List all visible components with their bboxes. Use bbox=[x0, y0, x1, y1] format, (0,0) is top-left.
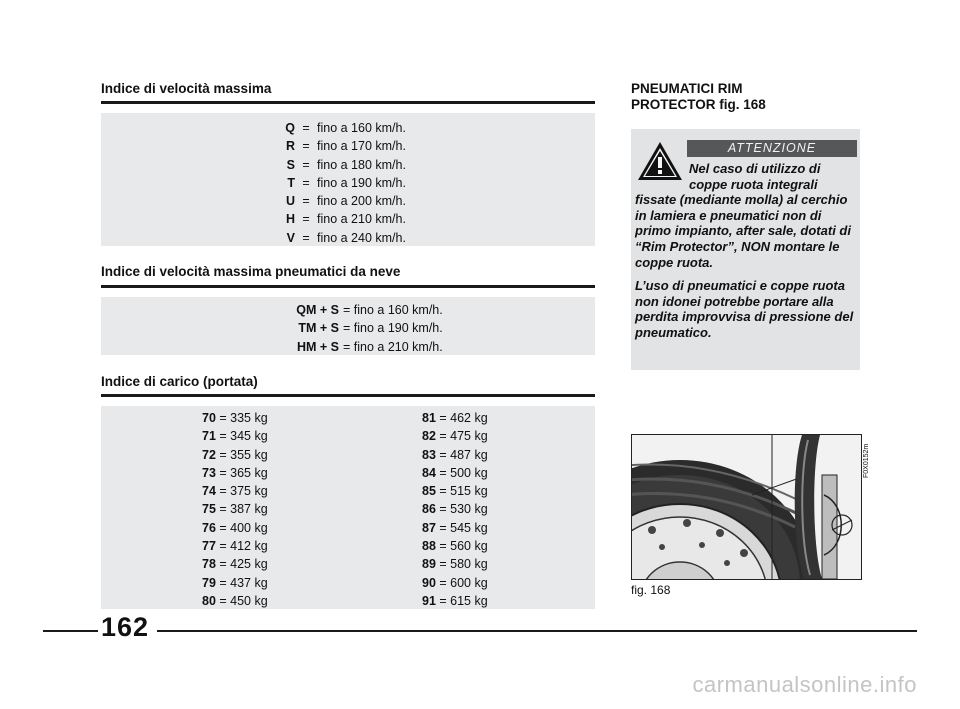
load-index-row bbox=[422, 519, 488, 537]
load-code: 82 bbox=[422, 429, 436, 444]
snow-speed-index-row bbox=[101, 338, 595, 356]
speed-limit: fino a 170 km/h. bbox=[317, 139, 406, 154]
load-code: 73 bbox=[202, 465, 216, 480]
load-weight: 412 kg bbox=[230, 539, 268, 554]
tyre-rim-illustration bbox=[632, 435, 861, 579]
load-index-row bbox=[202, 592, 268, 610]
rim-title-line1: PNEUMATICI RIM bbox=[631, 81, 743, 96]
load-index-row bbox=[202, 482, 268, 500]
load-index-list-right bbox=[422, 409, 488, 610]
speed-index-row bbox=[101, 156, 595, 174]
equals-sign: = bbox=[435, 429, 451, 444]
equals-sign: = bbox=[215, 411, 231, 425]
figure-code: F0X0152m bbox=[863, 443, 870, 478]
load-code: 70 bbox=[202, 411, 216, 425]
load-weight: 545 kg bbox=[450, 520, 488, 535]
load-weight: 450 kg bbox=[230, 593, 268, 608]
equals-sign: = bbox=[343, 303, 354, 317]
load-index-row bbox=[422, 592, 488, 610]
speed-index-row bbox=[101, 174, 595, 192]
snow-speed-code: TM + S bbox=[298, 321, 339, 336]
speed-limit: fino a 240 km/h. bbox=[317, 230, 406, 245]
equals-sign: = bbox=[215, 465, 231, 480]
speed-index-row bbox=[101, 229, 595, 247]
warning-badge: ATTENZIONE bbox=[687, 140, 857, 157]
warning-box bbox=[631, 129, 860, 370]
page-number: 162 bbox=[101, 612, 150, 642]
load-code: 71 bbox=[202, 429, 216, 444]
load-index-row bbox=[422, 574, 488, 592]
speed-code: V bbox=[286, 230, 295, 245]
rim-title-line2: PROTECTOR fig. 168 bbox=[631, 97, 766, 112]
load-index-row bbox=[422, 427, 488, 445]
speed-index-row bbox=[101, 137, 595, 155]
snow-speed-code: QM + S bbox=[296, 303, 339, 317]
load-code: 74 bbox=[202, 484, 216, 499]
load-weight: 515 kg bbox=[450, 484, 488, 499]
speed-index-row bbox=[101, 192, 595, 210]
equals-sign: = bbox=[435, 520, 451, 535]
snow-speed-value: fino a 190 km/h. bbox=[353, 321, 443, 336]
load-index-row bbox=[422, 446, 488, 464]
footer-rule-right bbox=[157, 630, 917, 632]
load-code: 78 bbox=[202, 557, 216, 572]
equals-sign: = bbox=[215, 593, 231, 608]
equals-sign: = bbox=[215, 520, 231, 535]
load-index-row bbox=[422, 464, 488, 482]
load-code: 84 bbox=[422, 465, 436, 480]
load-weight: 437 kg bbox=[230, 575, 268, 590]
load-index-row bbox=[202, 464, 268, 482]
load-index-row bbox=[422, 482, 488, 500]
load-index-row bbox=[422, 500, 488, 518]
load-code: 72 bbox=[202, 447, 216, 462]
snow-speed-limit bbox=[339, 319, 443, 337]
load-code: 80 bbox=[202, 593, 216, 608]
load-weight: 365 kg bbox=[230, 465, 268, 480]
equals-sign: = bbox=[435, 411, 451, 425]
warning-text bbox=[635, 161, 857, 349]
load-weight: 500 kg bbox=[450, 465, 488, 480]
speed-index-list bbox=[101, 119, 595, 247]
load-weight: 580 kg bbox=[450, 557, 488, 572]
equals-sign: = bbox=[343, 339, 354, 354]
load-weight: 335 kg bbox=[230, 411, 268, 425]
equals-sign: = bbox=[215, 557, 231, 572]
equals-sign: = bbox=[435, 557, 451, 572]
snow-speed-index-panel bbox=[101, 297, 595, 355]
load-index-list-left bbox=[202, 409, 268, 610]
heading-rule bbox=[101, 394, 595, 397]
load-code: 76 bbox=[202, 520, 216, 535]
speed-index-heading: Indice di velocità massima bbox=[101, 81, 272, 96]
equals-sign: = bbox=[435, 484, 451, 499]
footer-rule-left bbox=[43, 630, 98, 632]
load-weight: 560 kg bbox=[450, 539, 488, 554]
load-weight: 487 kg bbox=[450, 447, 488, 462]
equals-sign: = bbox=[435, 575, 451, 590]
equals-sign: = bbox=[302, 194, 310, 209]
load-index-row bbox=[202, 427, 268, 445]
speed-code: H bbox=[285, 212, 295, 227]
load-index-row bbox=[422, 555, 488, 573]
equals-sign: = bbox=[302, 139, 310, 154]
speed-code: T bbox=[287, 175, 295, 190]
equals-sign: = bbox=[435, 447, 451, 462]
speed-limit: fino a 200 km/h. bbox=[317, 194, 406, 209]
load-index-panel bbox=[101, 406, 595, 609]
watermark-text: carmanualsonline.info bbox=[692, 672, 917, 697]
snow-speed-limit bbox=[339, 301, 443, 319]
load-code: 90 bbox=[422, 575, 436, 590]
load-weight: 375 kg bbox=[230, 484, 268, 499]
load-code: 91 bbox=[422, 593, 436, 608]
equals-sign: = bbox=[302, 230, 310, 245]
snow-speed-index-list bbox=[101, 301, 595, 356]
equals-sign: = bbox=[215, 539, 231, 554]
load-weight: 475 kg bbox=[450, 429, 488, 444]
heading-rule bbox=[101, 101, 595, 104]
rim-protector-title bbox=[631, 81, 766, 113]
load-weight: 462 kg bbox=[450, 411, 488, 425]
load-weight: 530 kg bbox=[450, 502, 488, 517]
load-code: 87 bbox=[422, 520, 436, 535]
equals-sign: = bbox=[215, 447, 231, 462]
load-index-row bbox=[202, 446, 268, 464]
speed-index-panel bbox=[101, 113, 595, 246]
warning-line1: Nel caso di utilizzo di bbox=[689, 161, 821, 176]
load-code: 81 bbox=[422, 411, 436, 425]
load-index-row bbox=[202, 409, 268, 427]
equals-sign: = bbox=[435, 465, 451, 480]
equals-sign: = bbox=[215, 484, 231, 499]
load-index-row bbox=[422, 537, 488, 555]
load-weight: 387 kg bbox=[230, 502, 268, 517]
equals-sign: = bbox=[302, 212, 310, 227]
snow-speed-code: HM + S bbox=[296, 339, 339, 354]
figure-caption: fig. 168 bbox=[631, 583, 671, 597]
load-code: 79 bbox=[202, 575, 216, 590]
load-index-row bbox=[422, 409, 488, 427]
speed-limit: fino a 160 km/h. bbox=[317, 121, 406, 135]
equals-sign: = bbox=[215, 575, 231, 590]
load-weight: 600 kg bbox=[450, 575, 488, 590]
speed-limit: fino a 180 km/h. bbox=[317, 157, 406, 172]
load-index-row bbox=[202, 555, 268, 573]
load-weight: 400 kg bbox=[230, 520, 268, 535]
equals-sign: = bbox=[435, 593, 451, 608]
load-code: 89 bbox=[422, 557, 436, 572]
speed-limit: fino a 190 km/h. bbox=[317, 175, 406, 190]
equals-sign: = bbox=[215, 429, 231, 444]
load-code: 83 bbox=[422, 447, 436, 462]
equals-sign: = bbox=[435, 539, 451, 554]
snow-speed-index-heading: Indice di velocità massima pneumatici da neve bbox=[101, 264, 401, 279]
load-weight: 425 kg bbox=[230, 557, 268, 572]
speed-code: U bbox=[285, 194, 295, 209]
equals-sign: = bbox=[302, 121, 310, 135]
load-index-row bbox=[202, 500, 268, 518]
load-index-row bbox=[202, 537, 268, 555]
load-weight: 355 kg bbox=[230, 447, 268, 462]
load-weight: 615 kg bbox=[450, 593, 488, 608]
watermark bbox=[0, 672, 960, 698]
warning-paragraph-2: L’uso di pneumatici e coppe ruota non idonei potrebbe portare alla perdita improvvisa di pressione del pneumatico. bbox=[635, 278, 854, 340]
snow-speed-value: fino a 160 km/h. bbox=[353, 303, 443, 317]
speed-index-row bbox=[101, 119, 595, 137]
snow-speed-index-row bbox=[101, 319, 595, 337]
speed-code: Q bbox=[285, 121, 295, 135]
heading-rule bbox=[101, 285, 595, 288]
load-weight: 345 kg bbox=[230, 429, 268, 444]
speed-code: R bbox=[285, 139, 295, 154]
snow-speed-value: fino a 210 km/h. bbox=[353, 339, 443, 354]
equals-sign: = bbox=[215, 502, 231, 517]
equals-sign: = bbox=[302, 175, 310, 190]
load-index-row bbox=[202, 519, 268, 537]
snow-speed-limit bbox=[339, 338, 443, 356]
equals-sign: = bbox=[435, 502, 451, 517]
speed-index-row bbox=[101, 210, 595, 228]
load-index-heading: Indice di carico (portata) bbox=[101, 374, 258, 389]
load-index-row bbox=[202, 574, 268, 592]
equals-sign: = bbox=[302, 157, 310, 172]
figure-168-illustration bbox=[631, 434, 862, 580]
warning-rest: fissate (mediante molla) al cerchio in lamiera e pneumatici non di primo impianto, after sale, dotati di “Rim Protector”, NON montare le coppe ruota. bbox=[635, 192, 851, 270]
speed-code: S bbox=[286, 157, 295, 172]
load-code: 85 bbox=[422, 484, 436, 499]
warning-line2: coppe ruota integrali bbox=[689, 176, 818, 192]
load-code: 77 bbox=[202, 539, 216, 554]
equals-sign: = bbox=[343, 321, 354, 336]
load-code: 86 bbox=[422, 502, 436, 517]
load-code: 88 bbox=[422, 539, 436, 554]
load-code: 75 bbox=[202, 502, 216, 517]
speed-limit: fino a 210 km/h. bbox=[317, 212, 406, 227]
snow-speed-index-row bbox=[101, 301, 595, 319]
